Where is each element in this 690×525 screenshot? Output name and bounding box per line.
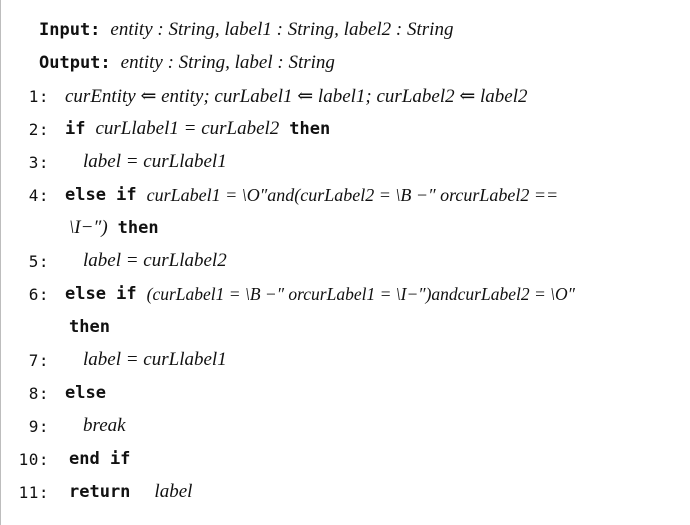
- line-text: curLlabel1 = curLabel2: [95, 118, 280, 139]
- keyword-else-if: else if: [65, 284, 137, 304]
- line-number: 9:: [28, 416, 49, 436]
- keyword-end-if: end if: [69, 449, 131, 469]
- keyword-then: then: [117, 218, 159, 238]
- output-label: Output:: [39, 53, 111, 73]
- line-number: 1:: [28, 86, 49, 106]
- keyword-return: return: [69, 482, 131, 502]
- algo-line-4-cont: [1, 213, 690, 243]
- algo-line-5: [1, 246, 690, 276]
- keyword-else: else: [65, 383, 106, 403]
- algo-line-1: [1, 81, 690, 111]
- keyword-then: then: [69, 317, 110, 337]
- line-text: label = curLlabel2: [83, 250, 227, 271]
- line-number: 5:: [28, 251, 49, 271]
- algo-line-8: [1, 378, 690, 408]
- line-number: 6:: [28, 284, 49, 304]
- line-text-cont: \I−″): [69, 217, 108, 238]
- line-text: label = curLlabel1: [83, 151, 227, 172]
- line-number: 10:: [18, 449, 49, 469]
- algo-line-7: [1, 345, 690, 375]
- algo-line-10: [1, 444, 690, 474]
- line-number: 2:: [28, 119, 49, 139]
- line-number: 7:: [28, 350, 49, 370]
- line-text: label = curLlabel1: [83, 349, 227, 370]
- algo-line-4: [1, 180, 690, 210]
- algo-line-6: [1, 279, 690, 309]
- keyword-else-if: else if: [65, 185, 137, 205]
- algo-line-11: [1, 477, 690, 507]
- keyword-if: if: [65, 119, 86, 139]
- line-number: 3:: [28, 152, 49, 172]
- algo-line-6-cont: [1, 312, 690, 342]
- algo-line-2: [1, 114, 690, 144]
- line-text: curEntity ⇐ entity; curLabel1 ⇐ label1; curLabel2 ⇐ label2: [65, 85, 528, 107]
- input-label: Input:: [39, 20, 101, 40]
- line-text: curLabel1 = \O″and(curLabel2 = \B −″ orcurLabel2 ==: [146, 184, 559, 205]
- line-text: break: [83, 415, 126, 436]
- algo-line-3: [1, 147, 690, 177]
- line-number: 11:: [18, 482, 49, 502]
- output-text: entity : String, label : String: [120, 52, 335, 73]
- line-number: 4:: [28, 185, 49, 205]
- line-text: label: [154, 481, 193, 502]
- keyword-then: then: [289, 119, 331, 139]
- algo-line-9: [1, 411, 690, 441]
- input-line: [1, 15, 690, 45]
- line-number: 8:: [28, 383, 49, 403]
- output-line: [1, 48, 690, 78]
- line-text: (curLabel1 = \B −″ orcurLabel1 = \I−″)andcurLabel2 = \O″: [146, 283, 575, 304]
- input-text: entity : String, label1 : String, label2 : String: [110, 19, 454, 40]
